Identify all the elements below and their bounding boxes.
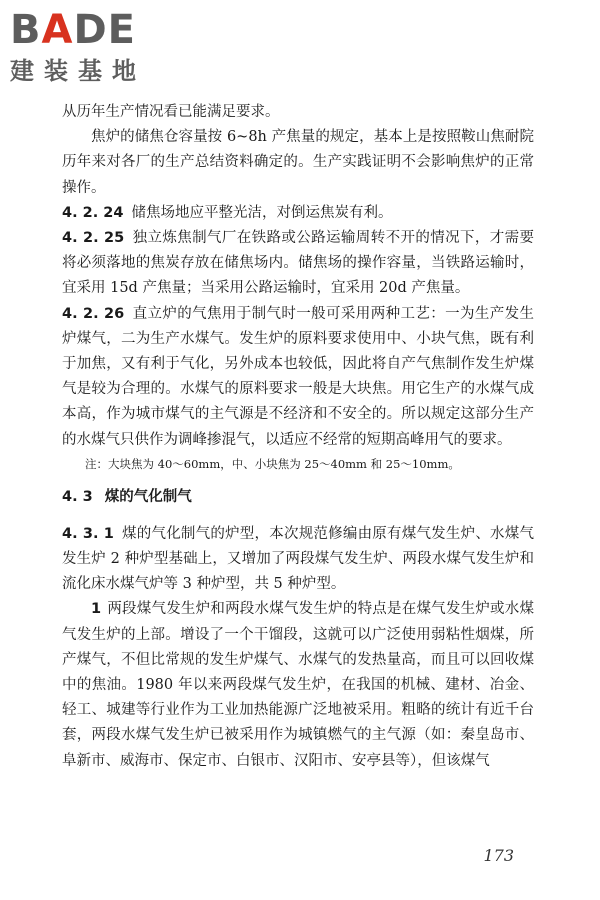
clause-number: 4. 2. 26	[62, 305, 125, 322]
clause-number: 4. 2. 25	[62, 230, 125, 247]
clause-text: 煤的气化制气的炉型，本次规范修编由原有煤气发生炉、水煤气发生炉 2 种炉型基础上，又增加了两段煤气发生炉、两段水煤气发生炉和流化床水煤气炉等 3 种炉型，共 5 种炉型。	[62, 525, 534, 593]
clause-text: 独立炼焦制气厂在铁路或公路运输周转不开的情况下，才需要将必须落地的焦炭存放在储焦场内。储焦场的操作容量，当铁路运输时，宜采用 15d 产焦量；当采用公路运输时，宜采用 20d 产焦量。	[62, 230, 534, 297]
note: 注：大块焦为 40～60mm，中、小块焦为 25～40mm 和 25～10mm。	[85, 456, 460, 471]
clause-4-2-24	[62, 201, 534, 226]
paragraph: 焦炉的储焦仓容量按 6~8h 产焦量的规定，基本上是按照鞍山焦耐院历年来对各厂的生产总结资料确定的。生产实践证明不会影响焦炉的正常操作。	[62, 129, 534, 196]
section-title	[62, 485, 534, 510]
document-body	[62, 100, 534, 774]
clause-number: 4. 2. 24	[62, 204, 124, 221]
item-number: 1	[91, 601, 102, 618]
section-heading: 煤的气化制气	[104, 488, 192, 505]
clause-4-2-25	[62, 226, 534, 302]
section-number: 4. 3	[62, 488, 93, 505]
clause-number: 4. 3. 1	[62, 525, 114, 542]
clause-text: 储焦场地应平整光洁，对倒运焦炭有利。	[131, 204, 393, 221]
clause-text: 直立炉的气焦用于制气时一般可采用两种工艺：一为生产发生炉煤气，二为生产水煤气。发生炉的原料要求使用中、小块气焦，既有利于加焦，又有利于气化，另外成本也较低，因此将自产气焦制作发生炉煤气是较为合理的。水煤气的原料要求一般是大块焦。用它生产的水煤气成本高，作为城市煤气的主气源是不经济和不安全的。所以规定这部分生产的水煤气只供作为调峰掺混气，以适应不经常的短期高峰用气的要求。	[62, 305, 534, 448]
logo-wordmark: BADE	[10, 7, 136, 53]
list-item	[62, 597, 534, 773]
paragraph: 从历年生产情况看已能满足要求。	[62, 104, 280, 120]
logo-subtitle: 建装基地	[10, 57, 146, 85]
page-number: 173	[483, 846, 514, 865]
logo	[10, 8, 180, 88]
clause-4-3-1	[62, 522, 534, 598]
item-text: 两段煤气发生炉和两段水煤气发生炉的特点是在煤气发生炉或水煤气发生炉的上部。增设了一个干馏段，这就可以广泛使用弱粘性烟煤，所产煤气，不但比常规的发生炉煤气、水煤气的发热量高，而且可以回收煤中的焦油。1980 年以来两段煤气发生炉，在我国的机械、建材、冶金、轻工、城建等行业作为工业加热能源广泛地被采用。粗略的统计有近千台套，两段水煤气发生炉已被采用作为城镇燃气的主气源（如：秦皇岛市、阜新市、威海市、保定市、白银市、汉阳市、安亭县等），但该煤气	[62, 601, 534, 769]
clause-4-2-26	[62, 302, 534, 453]
